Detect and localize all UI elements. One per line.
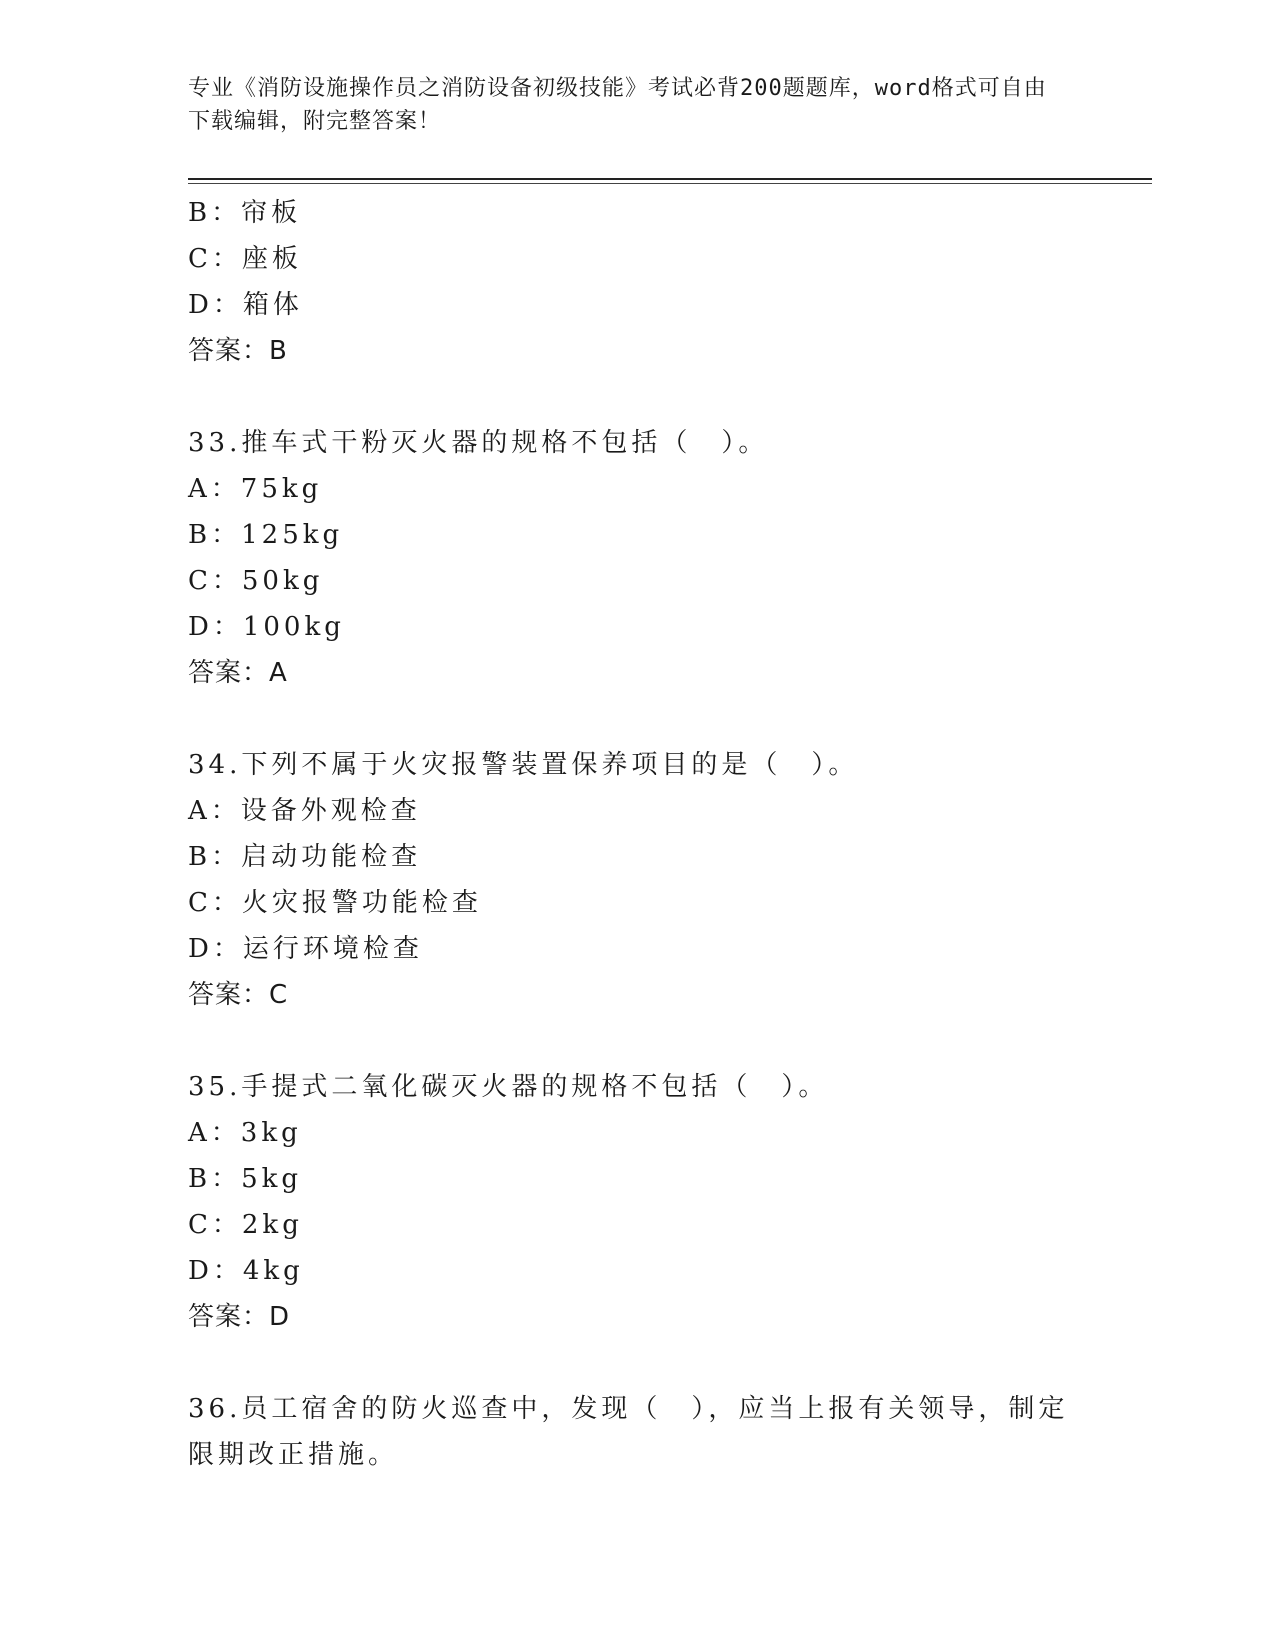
option-b: B：5kg [188,1164,303,1194]
option-c: C：50kg [188,566,324,596]
option-a: A：3kg [188,1118,302,1148]
header-divider-thick [188,178,1152,180]
spacer [188,1018,1088,1064]
question-32-continuation [188,190,1088,374]
question-36 [188,1386,1088,1478]
option-d: D：100kg [188,612,345,642]
answer: 答案：B [188,336,288,366]
option-c: C：2kg [188,1210,303,1240]
question-stem: 33.推车式干粉灭火器的规格不包括（ ）。 [188,428,769,458]
question-stem: 36.员工宿舍的防火巡查中，发现（ ），应当上报有关领导，制定限期改正措施。 [188,1394,1069,1470]
option-b: B：125kg [188,520,344,550]
answer: 答案：A [188,658,288,688]
spacer [188,374,1088,420]
option-d: D：运行环境检查 [188,934,423,964]
option-d: D：箱体 [188,290,303,320]
question-list [188,190,1088,1478]
question-stem: 34.下列不属于火灾报警装置保养项目的是（ ）。 [188,750,859,780]
answer: 答案：C [188,980,289,1010]
spacer [188,696,1088,742]
option-b: B：帘板 [188,198,302,228]
option-c: C：座板 [188,244,302,274]
answer: 答案：D [188,1302,291,1332]
header-divider-thin [188,183,1152,184]
spacer [188,1340,1088,1386]
option-c: C：火灾报警功能检查 [188,888,482,918]
option-b: B：启动功能检查 [188,842,422,872]
question-stem: 35.手提式二氧化碳灭火器的规格不包括（ ）。 [188,1072,829,1102]
document-header: 专业《消防设施操作员之消防设备初级技能》考试必背200题题库，word格式可自由下载编辑，附完整答案！ [188,76,1047,134]
question-35 [188,1064,1088,1340]
question-34 [188,742,1088,1018]
option-d: D：4kg [188,1256,304,1286]
option-a: A：设备外观检查 [188,796,421,826]
option-a: A：75kg [188,474,323,504]
question-33 [188,420,1088,696]
